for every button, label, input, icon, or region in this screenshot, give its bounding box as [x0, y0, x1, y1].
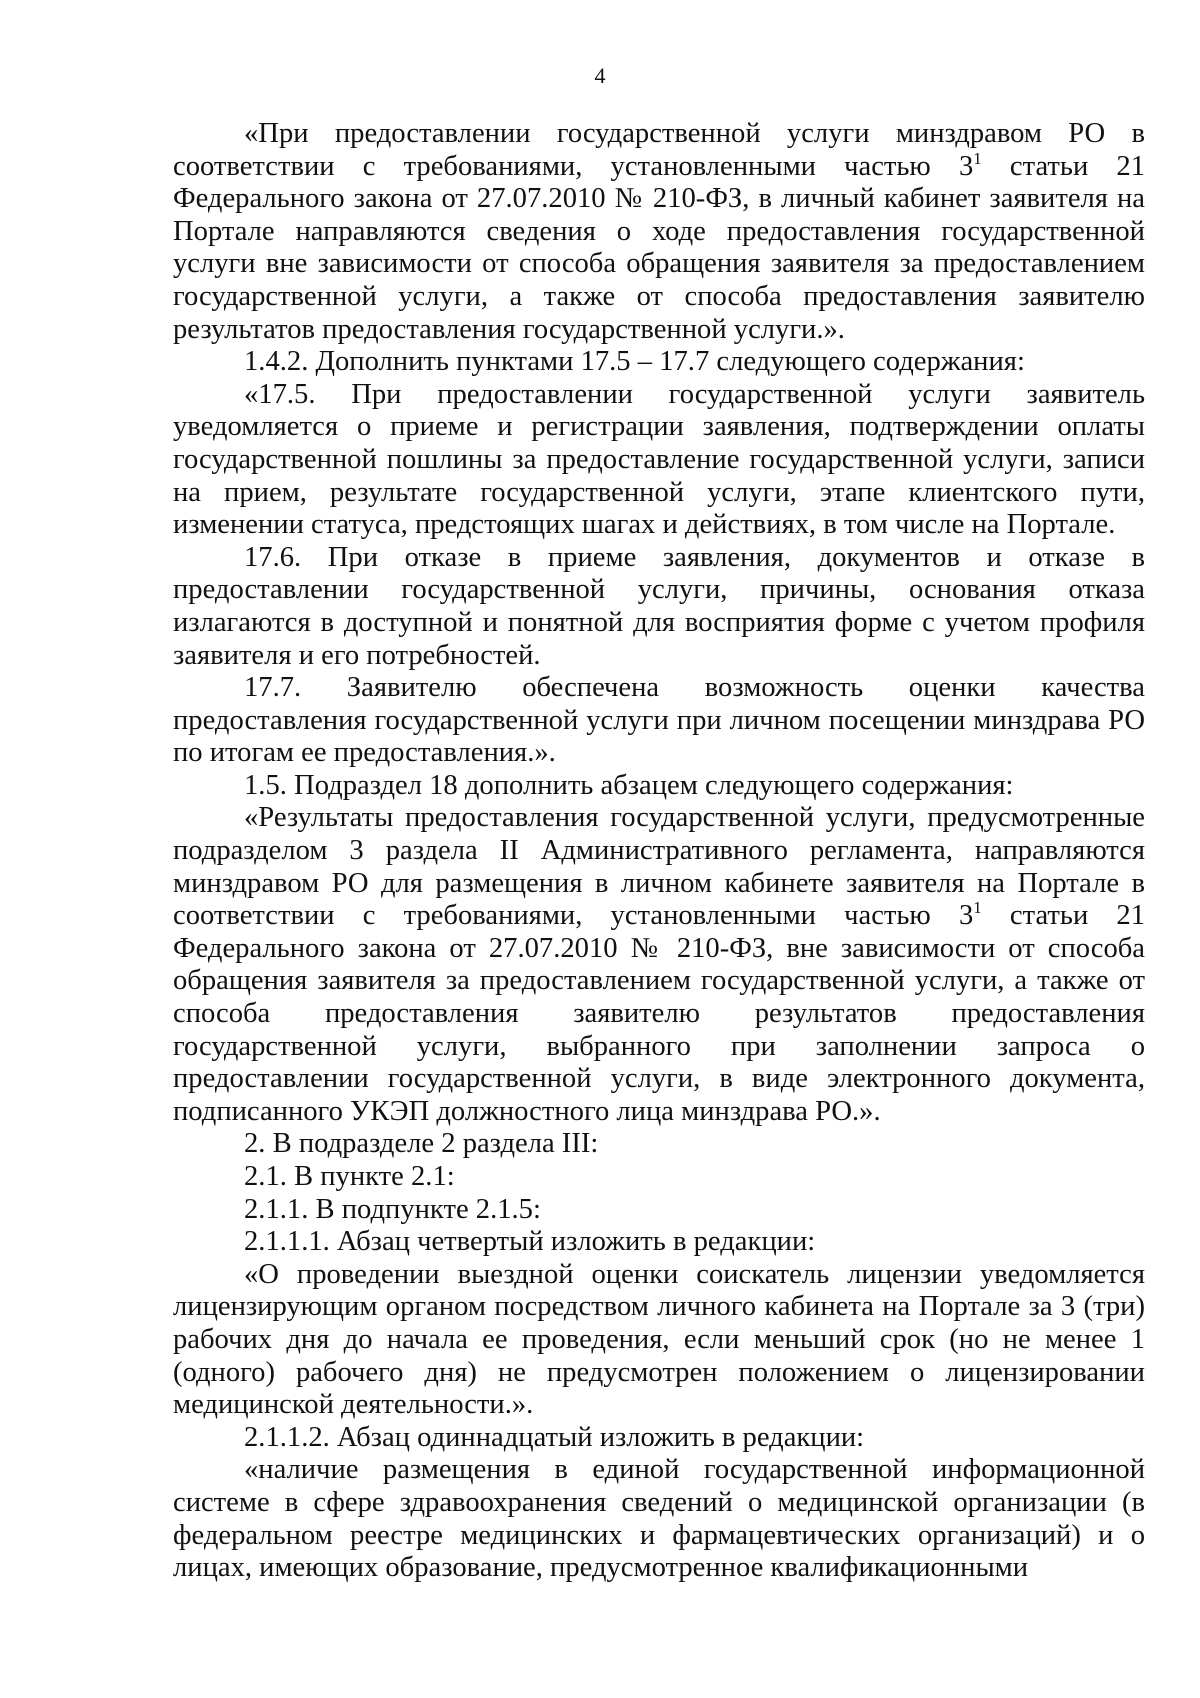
paragraph: 2.1. В пункте 2.1: — [244, 1161, 455, 1192]
superscript: 1 — [973, 898, 982, 918]
paragraph: 2.1.1. В подпункте 2.1.5: — [244, 1193, 541, 1225]
paragraph: «Результаты предоставления государственной услуги, предусмотренные подразделом 3 раздела II Административного регламента, направляются минздравом РО для размещения в личном кабинете заявителя на Портале в соответствии с требованиями, установленными частью $3^1$ статьи 21 Федерального закона от 27.07.2010 № 210-ФЗ, вне зависимости от способа обращения заявителя за предоставлением государственной услуги, а также от способа предоставления заявителю результатов предоставления государственной услуги, выбранного при заполнении запроса о предоставлении государственной услуги, в виде электронного документа, подписанного УКЭП должностного лица минздрава РО.». — [173, 802, 1145, 1127]
paragraph: 1.4.2. Дополнить пунктами 17.5 – 17.7 следующего содержания: — [244, 346, 1025, 378]
paragraph: 2.1.1.2. Абзац одиннадцатый изложить в редакции: — [244, 1421, 865, 1453]
paragraph: 17.6. При отказе в приеме заявления, документов и отказе в предоставлении государственной услуги, причины, основания отказа излагаются в доступной и понятной для восприятия форме с учетом профиля заявителя и его потребностей. — [173, 541, 1145, 671]
paragraph: «При предоставлении государственной услуги минздравом РО в соответствии с требованиями, установленными частью $3^1$ статьи 21 Федерального закона от 27.07.2010 № 210-ФЗ, в личный кабинет заявителя на Портале направляются сведения о ходе предоставления государственной услуги вне зависимости от способа обращения заявителя за предоставлением государственной услуги, а также от способа предоставления заявителю результатов предоставления государственной услуги.». — [173, 118, 1145, 345]
paragraph: «17.5. При предоставлении государственной услуги заявитель уведомляется о приеме и регистрации заявления, подтверждении оплаты государственной пошлины за предоставление государственной услуги, записи на прием, результате государственной услуги, этапе клиентского пути, изменении статуса, предстоящих шагах и действиях, в том числе на Портале. — [173, 378, 1145, 541]
paragraph: «наличие размещения в единой государственной информационной системе в сфере здравоохранения сведений о медицинской организации (в федеральном реестре медицинских и фармацевтических организаций) и о лицах, имеющих образование, предусмотренное квалификационными — [173, 1454, 1145, 1584]
paragraph: 1.5. Подраздел 18 дополнить абзацем следующего содержания: — [244, 769, 1014, 801]
document-body — [173, 118, 1145, 1585]
page-number: 4 — [594, 63, 606, 88]
paragraph: 2. В подразделе 2 раздела III: — [244, 1128, 599, 1160]
superscript: 1 — [973, 148, 982, 168]
paragraph: «О проведении выездной оценки соискатель лицензии уведомляется лицензирующим органом посредством личного кабинета на Портале за 3 (три) рабочих дня до начала ее проведения, если меньший срок (но не менее 1 (одного) рабочего дня) не предусмотрен положением о лицензировании медицинской деятельности.». — [173, 1258, 1145, 1421]
paragraph: 2.1.1.1. Абзац четвертый изложить в редакции: — [244, 1226, 816, 1258]
paragraph: 17.7. Заявителю обеспечена возможность оценки качества предоставления государственной услуги при личном посещении минздрава РО по итогам ее предоставления.». — [173, 672, 1145, 769]
